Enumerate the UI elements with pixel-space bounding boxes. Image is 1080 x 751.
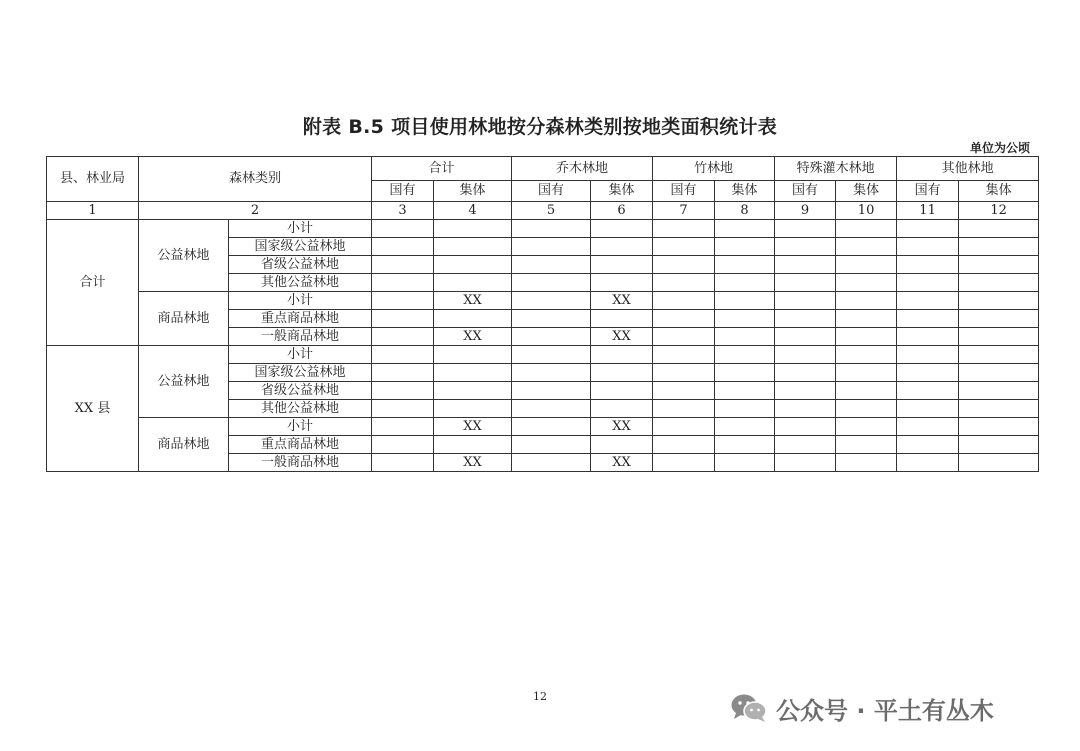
value-cell xyxy=(715,454,775,472)
value-cell xyxy=(653,400,715,418)
value-cell xyxy=(959,454,1039,472)
value-cell xyxy=(372,238,434,256)
header-group-shrub: 特殊灌木林地 xyxy=(775,157,897,181)
subcategory-cell: 省级公益林地 xyxy=(229,256,372,274)
value-cell xyxy=(653,220,715,238)
column-number: 11 xyxy=(897,202,959,220)
column-number: 1 xyxy=(47,202,139,220)
value-cell xyxy=(775,292,836,310)
value-cell xyxy=(836,382,897,400)
header-county: 县、林业局 xyxy=(47,157,139,202)
table-row xyxy=(47,220,1039,238)
value-cell xyxy=(434,346,512,364)
value-cell xyxy=(897,364,959,382)
value-cell xyxy=(653,418,715,436)
value-cell xyxy=(653,436,715,454)
value-cell: XX xyxy=(591,328,653,346)
value-cell xyxy=(653,454,715,472)
table-row xyxy=(47,292,1039,310)
value-cell xyxy=(434,400,512,418)
value-cell xyxy=(959,382,1039,400)
value-cell xyxy=(836,292,897,310)
value-cell xyxy=(775,328,836,346)
header-state: 国有 xyxy=(653,181,715,202)
value-cell xyxy=(897,418,959,436)
value-cell xyxy=(836,328,897,346)
value-cell: XX xyxy=(591,454,653,472)
column-number: 8 xyxy=(715,202,775,220)
table-title: 附表 B.5 项目使用林地按分森林类别按地类面积统计表 xyxy=(302,116,778,138)
value-cell: XX xyxy=(434,292,512,310)
header-group-arbor: 乔木林地 xyxy=(512,157,653,181)
column-number: 7 xyxy=(653,202,715,220)
header-state: 国有 xyxy=(512,181,591,202)
header-group-total: 合计 xyxy=(372,157,512,181)
header-collective: 集体 xyxy=(836,181,897,202)
value-cell xyxy=(959,256,1039,274)
column-number: 5 xyxy=(512,202,591,220)
value-cell xyxy=(836,400,897,418)
value-cell xyxy=(715,274,775,292)
value-cell xyxy=(836,418,897,436)
column-number: 4 xyxy=(434,202,512,220)
value-cell xyxy=(653,274,715,292)
value-cell xyxy=(897,256,959,274)
value-cell xyxy=(434,382,512,400)
value-cell xyxy=(434,238,512,256)
subcategory-cell: 一般商品林地 xyxy=(229,328,372,346)
value-cell xyxy=(959,328,1039,346)
value-cell: XX xyxy=(591,418,653,436)
value-cell xyxy=(775,310,836,328)
value-cell xyxy=(897,382,959,400)
value-cell xyxy=(897,454,959,472)
watermark-text: 公众号 · 平土有丛木 xyxy=(776,696,994,725)
subcategory-cell: 小计 xyxy=(229,292,372,310)
header-group-bamboo: 竹林地 xyxy=(653,157,775,181)
header-collective: 集体 xyxy=(959,181,1039,202)
subcategory-cell: 省级公益林地 xyxy=(229,382,372,400)
value-cell xyxy=(836,256,897,274)
value-cell xyxy=(591,274,653,292)
value-cell xyxy=(715,364,775,382)
header-state: 国有 xyxy=(897,181,959,202)
value-cell xyxy=(372,436,434,454)
value-cell xyxy=(372,292,434,310)
subcategory-cell: 一般商品林地 xyxy=(229,454,372,472)
value-cell xyxy=(775,418,836,436)
value-cell xyxy=(715,328,775,346)
header-row-groups xyxy=(47,157,1039,181)
value-cell xyxy=(591,310,653,328)
value-cell xyxy=(715,238,775,256)
category-cell: 公益林地 xyxy=(139,220,229,292)
value-cell xyxy=(959,400,1039,418)
table-row xyxy=(47,346,1039,364)
header-row-numbers xyxy=(47,202,1039,220)
value-cell xyxy=(959,364,1039,382)
value-cell xyxy=(372,454,434,472)
value-cell xyxy=(653,328,715,346)
value-cell xyxy=(372,418,434,436)
value-cell xyxy=(836,220,897,238)
subcategory-cell: 小计 xyxy=(229,346,372,364)
watermark xyxy=(730,690,994,726)
value-cell xyxy=(512,238,591,256)
value-cell xyxy=(434,220,512,238)
value-cell xyxy=(653,238,715,256)
value-cell xyxy=(959,310,1039,328)
value-cell xyxy=(715,310,775,328)
value-cell xyxy=(434,310,512,328)
value-cell: XX xyxy=(434,328,512,346)
value-cell xyxy=(591,400,653,418)
value-cell xyxy=(775,382,836,400)
value-cell: XX xyxy=(434,418,512,436)
value-cell xyxy=(512,418,591,436)
subcategory-cell: 小计 xyxy=(229,220,372,238)
value-cell xyxy=(775,364,836,382)
header-collective: 集体 xyxy=(715,181,775,202)
value-cell xyxy=(653,292,715,310)
column-number: 9 xyxy=(775,202,836,220)
header-group-other: 其他林地 xyxy=(897,157,1039,181)
value-cell xyxy=(836,310,897,328)
header-collective: 集体 xyxy=(591,181,653,202)
value-cell xyxy=(836,346,897,364)
column-number: 2 xyxy=(139,202,372,220)
subcategory-cell: 重点商品林地 xyxy=(229,436,372,454)
value-cell xyxy=(897,400,959,418)
value-cell xyxy=(512,400,591,418)
value-cell xyxy=(591,256,653,274)
value-cell xyxy=(836,238,897,256)
subcategory-cell: 国家级公益林地 xyxy=(229,238,372,256)
value-cell xyxy=(372,328,434,346)
value-cell xyxy=(512,382,591,400)
value-cell xyxy=(959,418,1039,436)
value-cell xyxy=(897,436,959,454)
value-cell xyxy=(897,238,959,256)
value-cell xyxy=(512,454,591,472)
value-cell xyxy=(836,436,897,454)
value-cell xyxy=(959,238,1039,256)
value-cell xyxy=(512,274,591,292)
wechat-icon xyxy=(730,692,768,724)
value-cell xyxy=(959,292,1039,310)
value-cell xyxy=(372,220,434,238)
value-cell xyxy=(591,220,653,238)
value-cell xyxy=(434,436,512,454)
value-cell xyxy=(591,346,653,364)
value-cell xyxy=(959,346,1039,364)
category-cell: 商品林地 xyxy=(139,418,229,472)
subcategory-cell: 国家级公益林地 xyxy=(229,364,372,382)
value-cell: XX xyxy=(434,454,512,472)
value-cell xyxy=(775,454,836,472)
page-number: 12 xyxy=(533,690,547,703)
value-cell xyxy=(897,220,959,238)
header-forest-category: 森林类别 xyxy=(139,157,372,202)
value-cell xyxy=(591,382,653,400)
column-number: 3 xyxy=(372,202,434,220)
header-state: 国有 xyxy=(372,181,434,202)
category-cell: 商品林地 xyxy=(139,292,229,346)
value-cell xyxy=(653,256,715,274)
value-cell xyxy=(775,238,836,256)
value-cell xyxy=(897,310,959,328)
value-cell xyxy=(512,346,591,364)
value-cell xyxy=(715,346,775,364)
value-cell xyxy=(897,328,959,346)
value-cell xyxy=(512,364,591,382)
value-cell xyxy=(775,220,836,238)
value-cell xyxy=(897,292,959,310)
value-cell xyxy=(959,436,1039,454)
value-cell xyxy=(653,364,715,382)
value-cell xyxy=(959,220,1039,238)
value-cell xyxy=(715,436,775,454)
value-cell xyxy=(715,220,775,238)
statistics-table xyxy=(46,156,1039,472)
subcategory-cell: 其他公益林地 xyxy=(229,274,372,292)
value-cell xyxy=(897,346,959,364)
value-cell xyxy=(715,256,775,274)
region-cell: 合计 xyxy=(47,220,139,346)
value-cell xyxy=(836,274,897,292)
value-cell xyxy=(434,256,512,274)
value-cell xyxy=(653,382,715,400)
value-cell xyxy=(372,364,434,382)
value-cell xyxy=(715,418,775,436)
value-cell xyxy=(512,310,591,328)
category-cell: 公益林地 xyxy=(139,346,229,418)
value-cell xyxy=(653,346,715,364)
value-cell xyxy=(836,454,897,472)
subcategory-cell: 小计 xyxy=(229,418,372,436)
value-cell xyxy=(775,274,836,292)
value-cell xyxy=(775,256,836,274)
value-cell xyxy=(512,436,591,454)
value-cell xyxy=(372,310,434,328)
value-cell xyxy=(836,364,897,382)
unit-label: 单位为公顷 xyxy=(969,141,1030,155)
region-cell: XX 县 xyxy=(47,346,139,472)
header-state: 国有 xyxy=(775,181,836,202)
value-cell xyxy=(591,364,653,382)
value-cell xyxy=(372,256,434,274)
value-cell xyxy=(512,292,591,310)
value-cell xyxy=(653,310,715,328)
header-collective: 集体 xyxy=(434,181,512,202)
column-number: 10 xyxy=(836,202,897,220)
value-cell: XX xyxy=(591,292,653,310)
value-cell xyxy=(372,274,434,292)
value-cell xyxy=(372,382,434,400)
table-row xyxy=(47,418,1039,436)
value-cell xyxy=(591,436,653,454)
subcategory-cell: 重点商品林地 xyxy=(229,310,372,328)
value-cell xyxy=(775,436,836,454)
value-cell xyxy=(512,220,591,238)
value-cell xyxy=(372,400,434,418)
value-cell xyxy=(434,274,512,292)
value-cell xyxy=(434,364,512,382)
value-cell xyxy=(715,292,775,310)
value-cell xyxy=(512,328,591,346)
value-cell xyxy=(897,274,959,292)
column-number: 12 xyxy=(959,202,1039,220)
subcategory-cell: 其他公益林地 xyxy=(229,400,372,418)
value-cell xyxy=(715,400,775,418)
value-cell xyxy=(775,346,836,364)
value-cell xyxy=(715,382,775,400)
value-cell xyxy=(591,238,653,256)
value-cell xyxy=(512,256,591,274)
value-cell xyxy=(372,346,434,364)
value-cell xyxy=(775,400,836,418)
column-number: 6 xyxy=(591,202,653,220)
value-cell xyxy=(959,274,1039,292)
